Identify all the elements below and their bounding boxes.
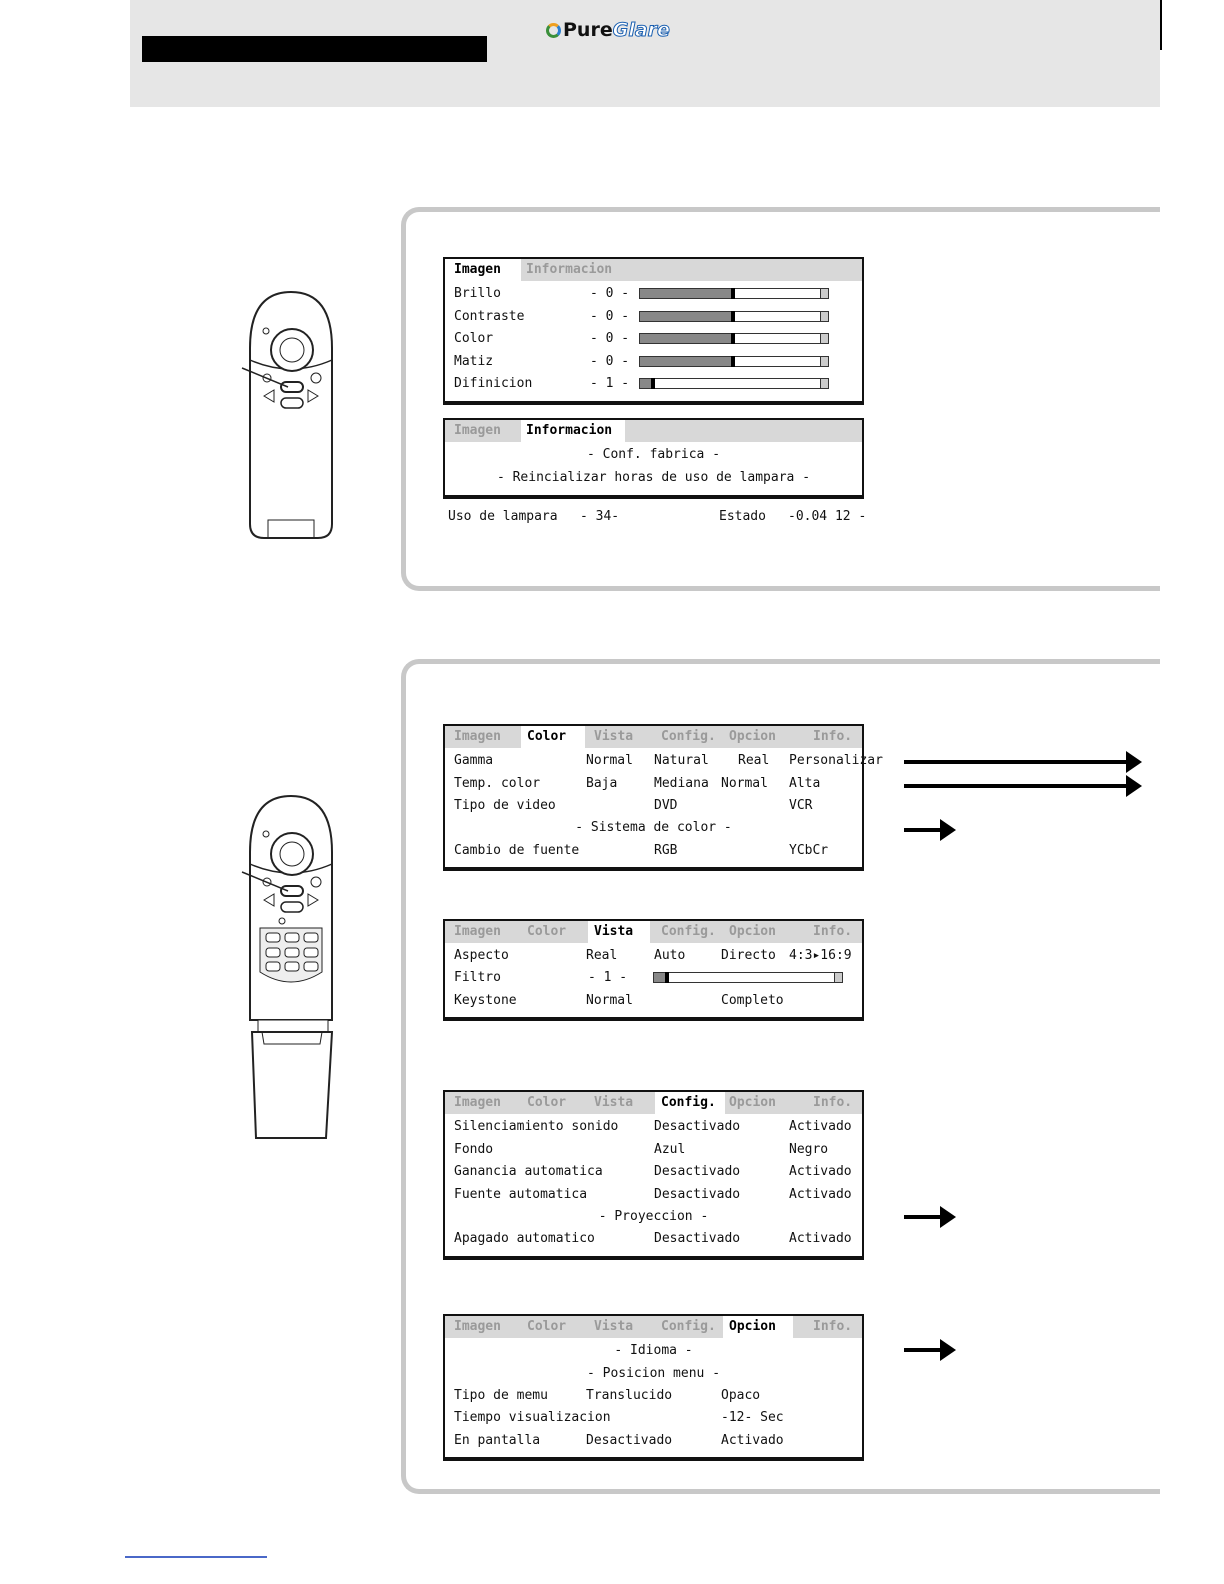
tab-imagen[interactable]: Imagen — [454, 1095, 501, 1110]
footer-underline — [125, 1556, 267, 1558]
osd-vista-menu — [443, 919, 864, 1021]
color-row-label: Temp. color — [454, 776, 541, 791]
tipo-menu-option[interactable]: Translucido — [586, 1388, 673, 1403]
config-row-option[interactable]: Activado — [789, 1186, 852, 1202]
pantalla-label: En pantalla — [454, 1433, 541, 1448]
factory-reset-item[interactable]: - Conf. fabrica - — [586, 447, 721, 462]
osd-tab-bar — [445, 259, 862, 281]
contraste-value: - 0 - — [590, 308, 630, 324]
config-row-option[interactable]: Desactivado — [654, 1119, 741, 1134]
lamp-usage-value: - 34- — [580, 509, 620, 524]
aspecto-option[interactable]: Auto — [654, 948, 686, 963]
tab-opcion[interactable]: Opcion — [729, 1095, 776, 1110]
config-row-option[interactable]: Activado — [789, 1231, 852, 1246]
osd-tab-bar — [445, 726, 862, 748]
osd-opcion-menu — [443, 1314, 864, 1461]
config-row-option[interactable]: Desactivado — [654, 1164, 741, 1179]
aspecto-option[interactable]: 4:3▸16:9 — [789, 948, 852, 963]
color-row-option[interactable]: RGB — [654, 843, 678, 858]
filtro-slider[interactable] — [653, 972, 843, 983]
osd-tab-bar — [445, 1316, 862, 1338]
tab-opcion[interactable]: Opcion — [729, 1319, 776, 1334]
state-label: Estado — [719, 509, 766, 524]
short-arrow-icon — [904, 1215, 942, 1219]
tab-color[interactable]: Color — [527, 1319, 567, 1334]
posicion-menu-item[interactable]: - Posicion menu - — [586, 1366, 721, 1381]
tab-info[interactable]: Info. — [813, 1095, 853, 1110]
config-row-option[interactable]: Azul — [654, 1141, 686, 1157]
tab-vista[interactable]: Vista — [594, 1319, 634, 1334]
lamp-usage-label: Uso de lampara — [448, 509, 558, 524]
remote-control-open-illustration — [236, 792, 346, 1144]
aspecto-option[interactable]: Real — [586, 948, 618, 963]
color-row-label: Cambio de fuente — [454, 843, 580, 858]
matiz-slider[interactable] — [639, 356, 829, 367]
aspecto-option[interactable]: Directo — [721, 948, 776, 963]
short-arrow-icon — [904, 828, 942, 832]
color-row-option[interactable]: Normal — [721, 776, 768, 791]
tab-opcion[interactable]: Opcion — [729, 924, 776, 939]
config-row-option[interactable]: Negro — [789, 1141, 829, 1157]
tab-imagen[interactable]: Imagen — [454, 423, 501, 438]
filtro-label: Filtro — [454, 970, 501, 985]
aspecto-label: Aspecto — [454, 948, 509, 963]
color-row-option[interactable]: Baja — [586, 776, 618, 791]
tab-config[interactable]: Config. — [661, 729, 716, 744]
matiz-label: Matiz — [454, 353, 494, 369]
tab-imagen[interactable]: Imagen — [454, 924, 501, 939]
tab-info[interactable]: Info. — [813, 729, 853, 744]
tipo-menu-label: Tipo de memu — [454, 1388, 548, 1403]
filtro-value: - 1 - — [588, 970, 628, 985]
difinicion-label: Difinicion — [454, 376, 533, 391]
tab-vista[interactable]: Vista — [594, 924, 634, 939]
pureglare-logo: Pure Glare — [546, 18, 670, 42]
tiempo-value[interactable]: -12- Sec — [721, 1410, 784, 1425]
osd-color-menu — [443, 724, 883, 871]
tab-config[interactable]: Config. — [661, 1095, 716, 1110]
color-row-option[interactable]: Real — [738, 753, 770, 768]
osd-tab-bar — [445, 1092, 862, 1114]
header-title-redaction — [142, 36, 487, 62]
logo-ring-icon — [546, 23, 561, 38]
config-row-label: Silenciamiento sonido — [454, 1119, 619, 1134]
tab-color[interactable]: Color — [527, 729, 567, 744]
idioma-item[interactable]: - Idioma - — [614, 1343, 693, 1358]
config-row-label: Ganancia automatica — [454, 1164, 603, 1179]
state-value: -0.04 12 - — [788, 509, 867, 524]
contraste-slider[interactable] — [639, 311, 829, 322]
keystone-option[interactable]: Completo — [721, 993, 784, 1008]
color-row-option[interactable]: Mediana — [654, 776, 709, 791]
sistema-color-item[interactable]: - Sistema de color - — [575, 820, 732, 835]
difinicion-value: - 1 - — [590, 376, 630, 391]
page-edge-line — [1160, 0, 1162, 50]
config-row-option[interactable]: Activado — [789, 1164, 852, 1179]
lamp-hours-reset-item[interactable]: - Reincializar horas de uso de lampara - — [496, 470, 811, 485]
matiz-value: - 0 - — [590, 353, 630, 369]
config-row-label: Fondo — [454, 1141, 494, 1157]
tiempo-label: Tiempo visualizacion — [454, 1410, 611, 1425]
tipo-menu-option[interactable]: Opaco — [721, 1388, 761, 1403]
long-arrow-icon — [904, 760, 1128, 764]
osd-tab-bar — [445, 420, 862, 442]
tab-config[interactable]: Config. — [661, 924, 716, 939]
color-label: Color — [454, 331, 494, 346]
color-row-option[interactable]: DVD — [654, 798, 678, 813]
color-row-option[interactable]: Normal — [586, 753, 633, 768]
long-arrow-icon — [904, 784, 1128, 788]
pantalla-option[interactable]: Desactivado — [586, 1433, 673, 1448]
brillo-slider[interactable] — [639, 288, 829, 299]
color-row-label: Gamma — [454, 753, 494, 768]
tab-color[interactable]: Color — [527, 924, 567, 939]
keystone-option[interactable]: Normal — [586, 993, 633, 1008]
color-value: - 0 - — [590, 331, 630, 346]
tab-opcion[interactable]: Opcion — [729, 729, 776, 744]
config-row-option[interactable]: Desactivado — [654, 1231, 741, 1246]
tab-imagen[interactable]: Imagen — [454, 262, 501, 277]
short-arrow-icon — [904, 1348, 942, 1352]
config-row-option[interactable]: Activado — [789, 1119, 852, 1134]
config-row-option[interactable]: Desactivado — [654, 1186, 741, 1202]
pantalla-option[interactable]: Activado — [721, 1433, 784, 1448]
brillo-value: - 0 - — [590, 286, 630, 301]
color-row-option[interactable]: Personalizar — [789, 753, 883, 768]
tab-imagen[interactable]: Imagen — [454, 1319, 501, 1334]
tab-imagen[interactable]: Imagen — [454, 729, 501, 744]
keystone-label: Keystone — [454, 993, 517, 1008]
osd-imagen-menu — [443, 257, 864, 405]
tab-vista[interactable]: Vista — [594, 1095, 634, 1110]
osd-tab-bar — [445, 921, 862, 943]
color-row-option[interactable]: VCR — [789, 798, 813, 813]
color-row-option[interactable]: Alta — [789, 776, 821, 791]
osd-informacion-menu — [443, 418, 864, 499]
color-row-option[interactable]: YCbCr — [789, 843, 829, 858]
remote-control-closed-illustration — [236, 288, 346, 543]
tab-info[interactable]: Info. — [813, 924, 853, 939]
config-row-label: Apagado automatico — [454, 1231, 595, 1246]
proyeccion-item[interactable]: - Proyeccion - — [598, 1209, 709, 1224]
osd-config-menu — [443, 1090, 864, 1260]
color-slider[interactable] — [639, 333, 829, 344]
tab-color[interactable]: Color — [527, 1095, 567, 1110]
color-row-option[interactable]: Natural — [654, 753, 709, 768]
config-row-label: Fuente automatica — [454, 1186, 588, 1202]
difinicion-slider[interactable] — [639, 378, 829, 389]
tab-informacion[interactable]: Informacion — [526, 423, 613, 438]
brillo-label: Brillo — [454, 286, 501, 301]
tab-informacion[interactable]: Informacion — [526, 262, 613, 277]
tab-config[interactable]: Config. — [661, 1319, 716, 1334]
color-row-label: Tipo de video — [454, 798, 556, 813]
tab-info[interactable]: Info. — [813, 1319, 853, 1334]
tab-vista[interactable]: Vista — [594, 729, 634, 744]
contraste-label: Contraste — [454, 308, 525, 324]
